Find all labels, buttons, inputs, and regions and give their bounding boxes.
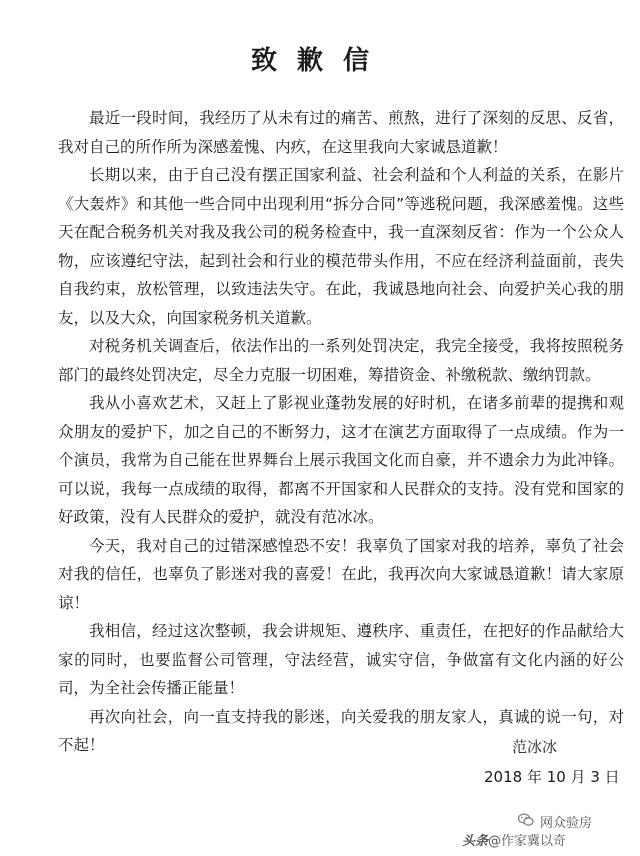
paragraph-5: 今天，我对自己的过错深感惶恐不安！我辜负了国家对我的培养，辜负了社会对我的信任，也辜负了影迷对我的喜爱！在此，我再次向大家诚恳道歉！请大家原谅！ [58,536,624,612]
watermark-handle: @作家冀以奇 [488,834,567,849]
signature: 范冰冰 [512,738,558,756]
paragraph-3: 对税务机关调查后，依法作出的一系列处罚决定，我完全接受，我将按照税务部门的最终处罚决定，尽全力克服一切困难，筹措资金、补缴税款、缴纳罚款。 [58,337,624,384]
watermark-bottom [462,830,566,849]
wechat-icon [518,813,534,827]
watermark-brand: 头条 [462,834,489,849]
paragraph-4: 我从小喜欢艺术，又赶上了影视业蓬勃发展的好时机，在诸多前辈的提携和观众朋友的爱护下，加之自己的不断努力，这才在演艺方面取得了一点成绩。作为一个演员，我常为自己能在世界舞台上展示我国文化而自豪，并不遗余力为此冲锋。可以说，我每一点成绩的取得，都离不开国家和人民群众的支持。没有党和国家的好政策，没有人民群众的爱护，就没有范冰冰。 [58,394,624,526]
watermark-top-text: 网众验房 [540,816,593,831]
letter-title: 致歉信 [250,46,389,76]
letter-body [58,104,624,760]
paragraph-2: 长期以来，由于自己没有摆正国家利益、社会利益和个人利益的关系，在影片《大轰炸》和其他一些合同中出现利用“拆分合同”等逃税问题，我深感羞愧。这些天在配合税务机关对我及我公司的税务检查中，我一直深刻反省：作为一个公众人物，应该遵纪守法，起到社会和行业的模范带头作用，不应在经济利益面前，丧失自我约束，放松管理，以致违法失守。在此，我诚恳地向社会、向爱护关心我的朋友，以及大众，向国家税务机关道歉。 [58,166,624,327]
paragraph-7: 再次向社会，向一直支持我的影迷，向关爱我的朋友家人，真诚的说一句，对不起！ [58,707,624,754]
letter-date: 2018 年 10 月 3 日 [484,768,620,786]
paragraph-1: 最近一段时间，我经历了从未有过的痛苦、煎熬，进行了深刻的反思、反省，我对自己的所作所为深感羞愧、内疚，在这里我向大家诚恳道歉！ [58,109,624,156]
paragraph-6: 我相信，经过这次整顿，我会讲规矩、遵秩序、重责任，在把好的作品献给大家的同时，也要监督公司管理，守法经营，诚实守信，争做富有文化内涵的好公司，为全社会传播正能量！ [58,622,624,697]
